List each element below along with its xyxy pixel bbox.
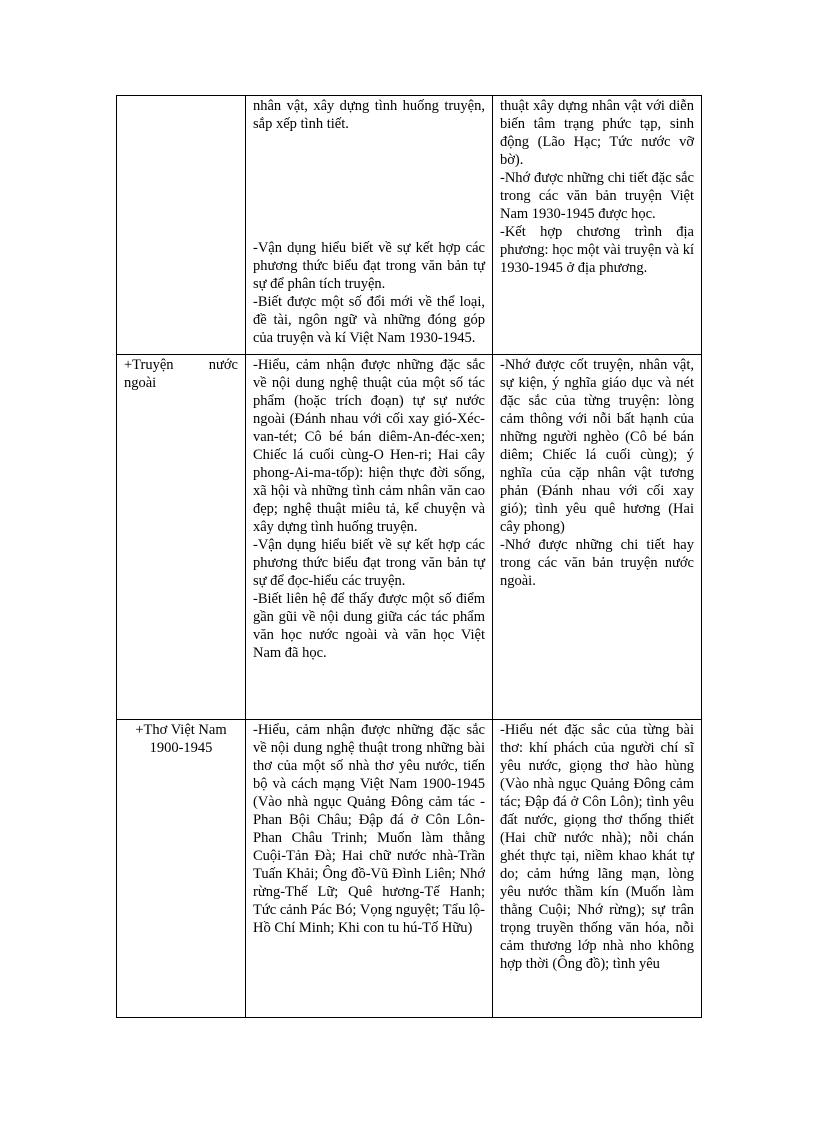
category-cell [117, 355, 246, 720]
requirement-text: -Vận dụng hiểu biết về sự kết hợp các phương thức biểu đạt trong văn bản tự sự để phân tích truyện. [253, 240, 485, 292]
requirement-text: -Biết được một số đổi mới về thể loại, đề tài, ngôn ngữ và những đóng góp của truyện và kí Việt Nam 1930-1945. [253, 294, 485, 346]
note-text: -Hiểu nét đặc sắc của từng bài thơ: khí phách của người chí sĩ yêu nước, giọng thơ hào hùng (Vào nhà ngục Quảng Đông cảm tác; Đập đá ở Côn Lôn); tình yêu đất nước, giọng thơ thống thiết (Hai chữ nước nhà); nỗi chán ghét thực tại, niềm khao khát tự do; cảm hứng lãng mạn, lòng yêu nước thầm kín (Muốn làm thằng Cuội; Nhớ rừng); sự trân trọng truyền thống văn hóa, nỗi cảm thương lớp nhà nho không hợp thời (Ông đồ); tình yêu [500, 722, 694, 972]
table-row [117, 96, 702, 355]
table-row [117, 720, 702, 1018]
category-cell [117, 720, 246, 1018]
note-text: -Nhớ được những chi tiết đặc sắc trong các văn bản truyện Việt Nam 1930-1945 được học. [500, 170, 694, 222]
requirement-text: -Hiểu, cảm nhận được những đặc sắc về nội dung nghệ thuật của một số tác phẩm (hoặc trích đoạn) tự sự nước ngoài (Đánh nhau với cối xay gió-Xéc-van-tét; Cô bé bán diêm-An-đéc-xen; Chiếc lá cuối cùng-O Hen-ri; Hai cây phong-Ai-ma-tốp): hiện thực đời sống, xã hội và những tình cảm nhân văn cao đẹp; nghệ thuật miêu tả, kể chuyện và xây dựng tình huống truyện. [253, 357, 485, 535]
requirements-cell [246, 720, 493, 1018]
category-cell [117, 96, 246, 355]
note-text: thuật xây dựng nhân vật với diễn biến tâm trạng phức tạp, sinh động (Lão Hạc; Tức nước vỡ bờ). [500, 98, 694, 168]
category-label: +Truyện nước ngoài [124, 357, 238, 391]
notes-cell [493, 96, 702, 355]
note-text: -Nhớ được những chi tiết hay trong các văn bản truyện nước ngoài. [500, 537, 694, 589]
note-text: -Kết hợp chương trình địa phương: học một vài truyện và kí 1930-1945 ở địa phương. [500, 224, 694, 276]
curriculum-table [116, 95, 702, 1018]
note-text: -Nhớ được cốt truyện, nhân vật, sự kiện, ý nghĩa giáo dục và nét đặc sắc của từng truyện: lòng cảm thông với nỗi bất hạnh của những người nghèo (Cô bé bán diêm; Chiếc lá cuối cùng); ý nghĩa của cặp nhân vật tương phản (Đánh nhau với cối xay gió); tình yêu quê hương (Hai cây phong) [500, 357, 694, 535]
category-label: +Thơ Việt Nam 1900-1945 [135, 722, 227, 756]
notes-cell [493, 355, 702, 720]
notes-cell [493, 720, 702, 1018]
requirement-text: -Biết liên hệ để thấy được một số điểm gần gũi về nội dung giữa các tác phẩm văn học nước ngoài và văn học Việt Nam đã học. [253, 591, 485, 661]
requirements-cell [246, 96, 493, 355]
requirements-cell [246, 355, 493, 720]
table-row [117, 355, 702, 720]
requirement-text: nhân vật, xây dựng tình huống truyện, sắp xếp tình tiết. [253, 98, 485, 132]
requirement-text: -Vận dụng hiểu biết về sự kết hợp các phương thức biểu đạt trong văn bản tự sự để đọc-hiểu các truyện. [253, 537, 485, 589]
requirement-text: -Hiểu, cảm nhận được những đặc sắc về nội dung nghệ thuật trong những bài thơ của một số nhà thơ yêu nước, tiến bộ và cách mạng Việt Nam 1900-1945 (Vào nhà ngục Quảng Đông cảm tác -Phan Bội Châu; Đập đá ở Côn Lôn-Phan Châu Trinh; Muốn làm thằng Cuội-Tản Đà; Hai chữ nước nhà-Trần Tuấn Khải; Ông đồ-Vũ Đình Liên; Nhớ rừng-Thế Lữ; Quê hương-Tế Hanh; Tức cảnh Pác Bó; Vọng nguyệt; Tẩu lộ-Hồ Chí Minh; Khi con tu hú-Tố Hữu) [253, 722, 485, 936]
